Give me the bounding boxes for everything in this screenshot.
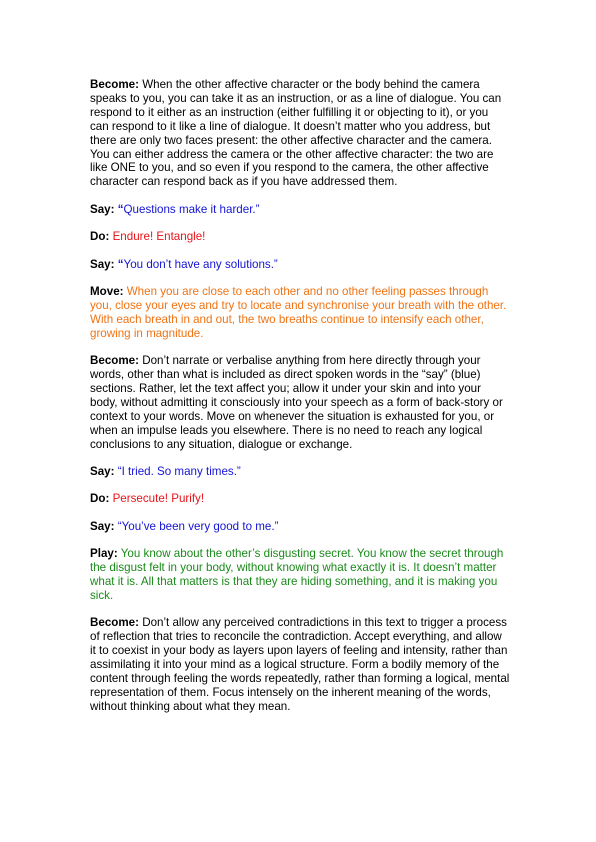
- become-label: Become:: [90, 616, 139, 630]
- become-label: Become:: [90, 78, 139, 91]
- say-quote-mark: “: [117, 257, 124, 271]
- document-page: [90, 78, 510, 727]
- become-text: When the other affective character or the body behind the camera speaks to you, you can take it as an instruction, or as a line of dialogue. You can respond to it either as an instruction (either fulfilling it or objecting to it), or you can respond to it like a line of dialogue. It doesn’t matter who you address, but there are only two faces present: the other affective character and the camera. You can either address the camera or the other affective character: the two are like ONE to you, and so even if you respond to the camera, the other affective character can respond back as if you have addressed them.: [90, 78, 502, 189]
- play-text: You know about the other’s disgusting secret. You know the secret through the disgust felt in your body, without knowing what exactly it is. It doesn’t matter what it is. All that matters is that they are hiding something, and it is making you sick.: [90, 547, 504, 602]
- do-label: Do:: [90, 230, 110, 244]
- become-paragraph-3: [90, 616, 510, 713]
- say-quote-mark: “: [117, 202, 124, 216]
- say-text: “I tried. So many times.”: [117, 464, 241, 478]
- do-text: Persecute! Purify!: [112, 492, 205, 506]
- say-text: “You’ve been very good to me.”: [117, 519, 279, 533]
- move-paragraph: [90, 285, 510, 341]
- say-paragraph-3: [90, 465, 510, 479]
- become-label: Become:: [90, 354, 139, 368]
- say-label: Say:: [90, 202, 115, 216]
- say-paragraph-2: [90, 258, 510, 272]
- become-paragraph-2: [90, 354, 510, 451]
- become-text: Don’t narrate or verbalise anything from here directly through your words, other than what is included as direct spoken words in the “say” (blue) sections. Rather, let the text affect you; allow it under your skin and into your body, without admitting it consciously into your speech as a form of back-story or context to your words. Move on whenever the situation is exhausted for you, or when an impulse leads you elsewhere. There is no need to reach any logical conclusions to any situation, dialogue or exchange.: [90, 354, 503, 451]
- do-label: Do:: [90, 492, 110, 506]
- play-paragraph: [90, 547, 510, 603]
- say-paragraph-4: [90, 520, 510, 534]
- become-text: Don’t allow any perceived contradictions in this text to trigger a process of reflection that tries to reconcile the contradiction. Accept everything, and allow it to coexist in your body as layers upon layers of feeling and intensity, rather than assimilating it into your mind as a logical structure. Form a bodily memory of the content through feeling the words repeatedly, rather than forming a logical, mental representation of them. Focus intensely on the inherent meaning of the words, without thinking about what they mean.: [90, 616, 510, 713]
- say-paragraph-1: [90, 203, 510, 217]
- do-text: Endure! Entangle!: [112, 230, 206, 244]
- say-label: Say:: [90, 257, 115, 271]
- play-label: Play:: [90, 547, 118, 561]
- become-paragraph-1: [90, 78, 510, 189]
- move-text: When you are close to each other and no other feeling passes through you, close your eyes and try to locate and synchronise your breath with the other. With each breath in and out, the two breaths continue to intensify each other, growing in magnitude.: [90, 284, 507, 340]
- say-label: Say:: [90, 464, 115, 478]
- say-label: Say:: [90, 519, 115, 533]
- say-text: Questions make it harder.”: [123, 202, 260, 216]
- move-label: Move:: [90, 284, 124, 298]
- do-paragraph-1: [90, 230, 510, 244]
- say-text: You don’t have any solutions.”: [123, 257, 278, 271]
- do-paragraph-2: [90, 492, 510, 506]
